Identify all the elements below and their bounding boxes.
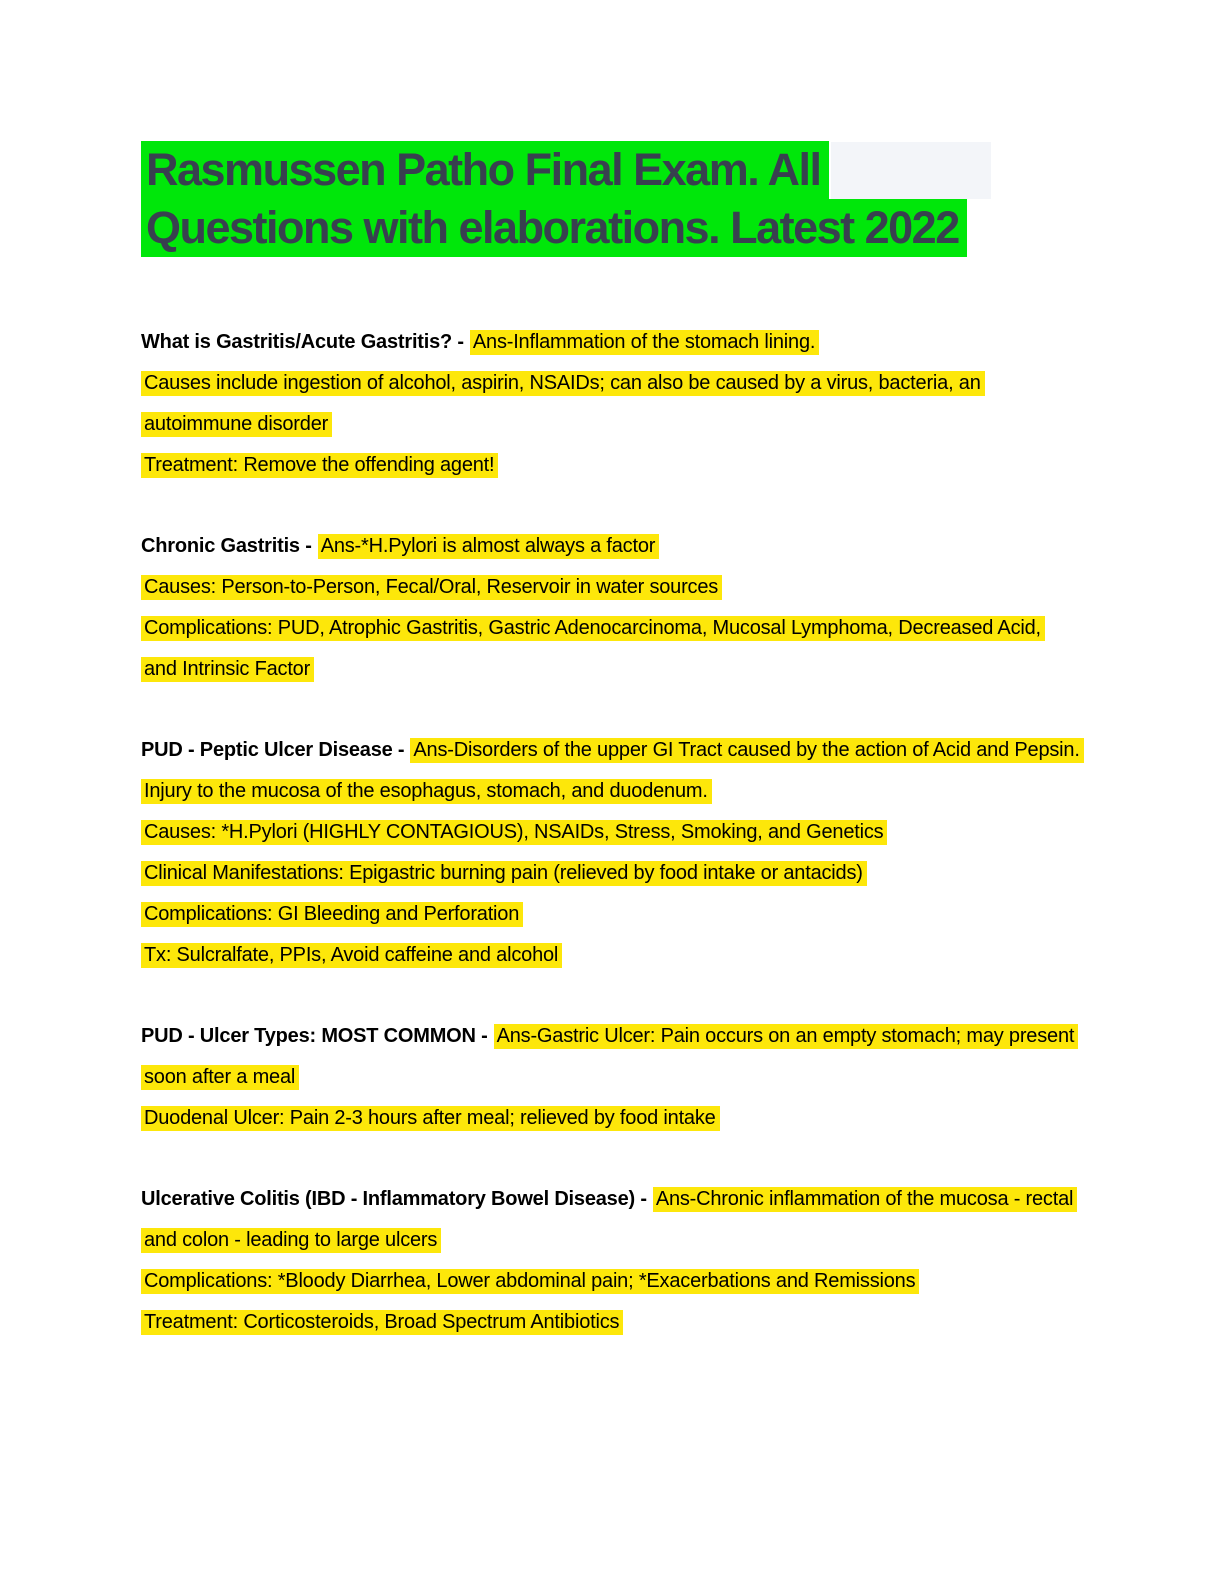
qa-question-line: [141, 1179, 1201, 1220]
page-title: [141, 141, 1201, 257]
qa-answer-line: [141, 1220, 1201, 1261]
answer-highlighted-text: Ans-*H.Pylori is almost always a factor: [318, 534, 660, 559]
qa-answer-line: [141, 445, 1201, 486]
qa-block-pud: [141, 730, 1201, 976]
title-line-1: [141, 141, 1201, 199]
title-highlight-1: Rasmussen Patho Final Exam. All: [141, 141, 829, 199]
qa-answer-line: [141, 404, 1201, 445]
page-content: [141, 141, 1201, 1383]
answer-highlighted-text: Treatment: Corticosteroids, Broad Spectrum Antibiotics: [141, 1310, 623, 1335]
qa-question-line: [141, 1016, 1201, 1057]
question-text: Chronic Gastritis -: [141, 535, 312, 557]
answer-highlighted-text: Ans-Disorders of the upper GI Tract caused by the action of Acid and Pepsin.: [410, 738, 1083, 763]
answer-highlighted-text: Complications: *Bloody Diarrhea, Lower abdominal pain; *Exacerbations and Remissions: [141, 1269, 919, 1294]
question-text: Ulcerative Colitis (IBD - Inflammatory Bowel Disease) -: [141, 1188, 647, 1210]
answer-highlighted-text: Treatment: Remove the offending agent!: [141, 453, 498, 478]
question-text: PUD - Ulcer Types: MOST COMMON -: [141, 1025, 488, 1047]
qa-question-line: [141, 526, 1201, 567]
qa-answer-line: [141, 1302, 1201, 1343]
qa-answer-line: [141, 935, 1201, 976]
qa-answer-line: [141, 608, 1201, 649]
qa-block-chronic-gastritis: [141, 526, 1201, 690]
answer-highlighted-text: and colon - leading to large ulcers: [141, 1228, 441, 1253]
title-line-2: [141, 199, 1201, 257]
qa-answer-line: [141, 812, 1201, 853]
answer-highlighted-text: Causes: *H.Pylori (HIGHLY CONTAGIOUS), NSAIDs, Stress, Smoking, and Genetics: [141, 820, 887, 845]
answer-highlighted-text: Duodenal Ulcer: Pain 2-3 hours after meal; relieved by food intake: [141, 1106, 720, 1131]
qa-answer-line: [141, 853, 1201, 894]
answer-highlighted-text: autoimmune disorder: [141, 412, 332, 437]
answer-highlighted-text: Tx: Sulcralfate, PPIs, Avoid caffeine and alcohol: [141, 943, 562, 968]
qa-answer-line: [141, 1057, 1201, 1098]
question-text: PUD - Peptic Ulcer Disease -: [141, 739, 405, 761]
answer-highlighted-text: soon after a meal: [141, 1065, 299, 1090]
qa-answer-line: [141, 1098, 1201, 1139]
qa-answer-line: [141, 567, 1201, 608]
answer-highlighted-text: Complications: GI Bleeding and Perforation: [141, 902, 523, 927]
answer-highlighted-text: Complications: PUD, Atrophic Gastritis, Gastric Adenocarcinoma, Mucosal Lymphoma, Decreased Acid,: [141, 616, 1045, 641]
answer-highlighted-text: Clinical Manifestations: Epigastric burning pain (relieved by food intake or antacids): [141, 861, 867, 886]
question-text: What is Gastritis/Acute Gastritis? -: [141, 331, 464, 353]
qa-answer-line: [141, 894, 1201, 935]
qa-block-pud-ulcer-types: [141, 1016, 1201, 1139]
qa-answer-line: [141, 363, 1201, 404]
qa-block-ulcerative-colitis: [141, 1179, 1201, 1343]
answer-highlighted-text: Causes: Person-to-Person, Fecal/Oral, Reservoir in water sources: [141, 575, 722, 600]
qa-answer-line: [141, 649, 1201, 690]
qa-section: [141, 322, 1201, 1343]
qa-answer-line: [141, 1261, 1201, 1302]
qa-question-line: [141, 730, 1201, 771]
qa-question-line: [141, 322, 1201, 363]
answer-highlighted-text: Ans-Gastric Ulcer: Pain occurs on an empty stomach; may present: [494, 1024, 1079, 1049]
answer-highlighted-text: and Intrinsic Factor: [141, 657, 314, 682]
answer-highlighted-text: Injury to the mucosa of the esophagus, stomach, and duodenum.: [141, 779, 712, 804]
qa-block-gastritis: [141, 322, 1201, 486]
answer-highlighted-text: Ans-Chronic inflammation of the mucosa - rectal: [653, 1187, 1077, 1212]
answer-highlighted-text: Causes include ingestion of alcohol, aspirin, NSAIDs; can also be caused by a virus, bacteria, an: [141, 371, 985, 396]
title-highlight-2: Questions with elaborations. Latest 2022: [141, 199, 967, 257]
answer-highlighted-text: Ans-Inflammation of the stomach lining.: [470, 330, 819, 355]
empty-highlight-box: [831, 142, 991, 199]
qa-answer-line: [141, 771, 1201, 812]
